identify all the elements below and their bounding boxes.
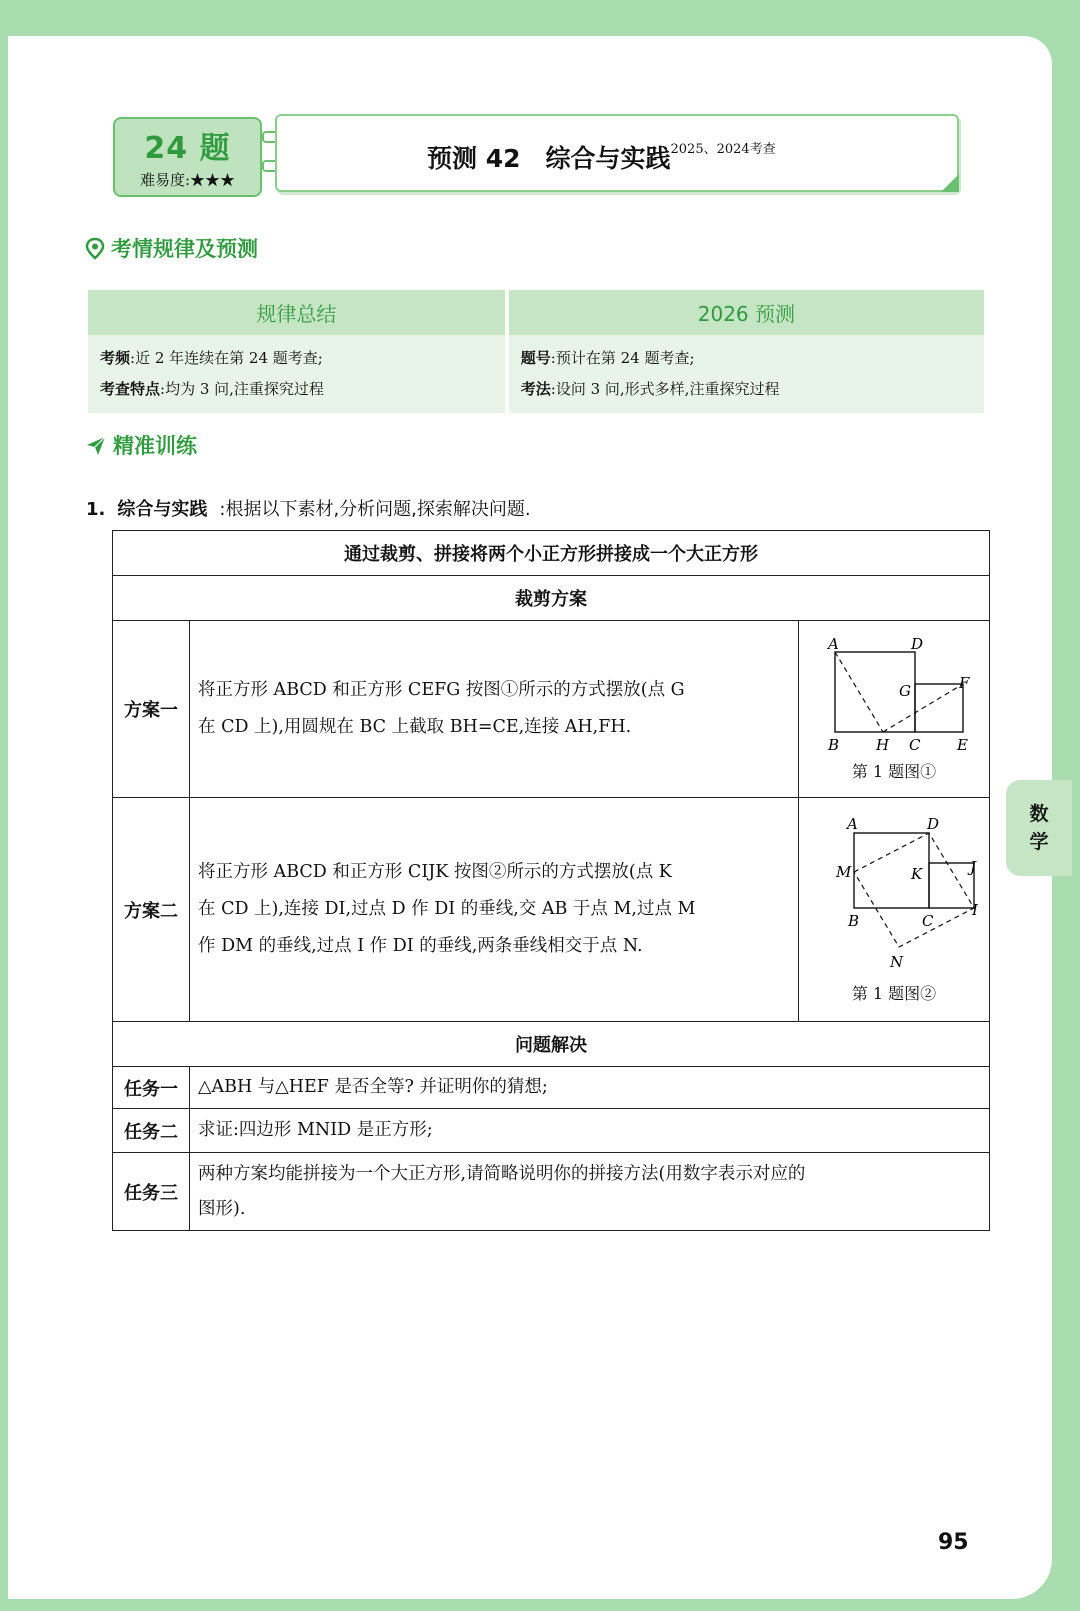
svg-text:H: H (876, 735, 890, 754)
question-intro: 1. 综合与实践 :根据以下素材,分析问题,探索解决问题. (86, 499, 531, 520)
svg-text:I: I (972, 900, 978, 919)
figure-1-diagram (819, 636, 969, 761)
scheme-2-label: 方案二 (113, 798, 190, 1022)
summary-table (84, 290, 988, 413)
svg-text:B: B (848, 911, 860, 930)
svg-text:J: J (970, 857, 977, 876)
svg-text:F: F (959, 673, 970, 692)
page-number: 95 (938, 1530, 969, 1555)
svg-text:B: B (828, 735, 840, 754)
svg-text:C: C (922, 911, 934, 930)
scheme-1-text: 将正方形 ABCD 和正方形 CEFG 按图①所示的方式摆放(点 G 在 CD 上),用圆规在 BC 上截取 BH=CE,连接 AH,FH. (190, 621, 799, 798)
scheme-header: 裁剪方案 (113, 576, 990, 621)
svg-text:A: A (847, 814, 858, 833)
svg-text:G: G (899, 681, 911, 700)
task-3-text: 两种方案均能拼接为一个大正方形,请简略说明你的拼接方法(用数字表示对应的 图形). (190, 1153, 990, 1231)
figure-1-cell (799, 621, 990, 798)
subject-tab: 数 学 (1006, 780, 1072, 876)
figure-1-caption: 第 1 题图① (851, 761, 937, 781)
title-box (275, 114, 959, 192)
task-1-label: 任务一 (113, 1067, 190, 1109)
svg-text:D: D (911, 634, 924, 653)
svg-text:D: D (927, 814, 940, 833)
svg-text:E: E (957, 735, 968, 754)
difficulty-rating: 难易度:★★★ (139, 171, 236, 189)
location-pin-icon (85, 238, 105, 260)
material-table (112, 530, 990, 1231)
question-badge (113, 117, 262, 197)
task-3-label: 任务三 (113, 1153, 190, 1231)
figure-2-caption: 第 1 题图② (851, 983, 937, 1003)
svg-text:C: C (909, 735, 921, 754)
figure-2-cell (799, 798, 990, 1022)
summary-right-cell: 题号:预计在第 24 题考查; 考法:设问 3 问,形式多样,注重探究过程 (509, 335, 984, 413)
summary-header-right: 2026 预测 (509, 290, 984, 335)
svg-text:K: K (911, 864, 923, 883)
task-2-text: 求证:四边形 MNID 是正方形; (190, 1109, 990, 1153)
task-2-label: 任务二 (113, 1109, 190, 1153)
page-title: 预测 42 综合与实践$^{2025、2024考查}$ (427, 142, 776, 173)
table-title: 通过裁剪、拼接将两个小正方形拼接成一个大正方形 (113, 531, 990, 576)
figure-2-diagram (814, 814, 978, 983)
svg-text:A: A (828, 634, 839, 653)
svg-text:M: M (836, 862, 852, 881)
task-1-text: △ABH 与△HEF 是否全等? 并证明你的猜想; (190, 1067, 990, 1109)
section-heading-training: 精准训练 (85, 430, 197, 460)
svg-text:N: N (890, 952, 904, 971)
problem-header: 问题解决 (113, 1022, 990, 1067)
scheme-1-label: 方案一 (113, 621, 190, 798)
summary-header-left: 规律总结 (88, 290, 505, 335)
question-number: 24 题 (144, 131, 231, 166)
scheme-2-text: 将正方形 ABCD 和正方形 CIJK 按图②所示的方式摆放(点 K 在 CD 上),连接 DI,过点 D 作 DI 的垂线,交 AB 于点 M,过点 M 作 DM 的垂线,过点 I 作 DI 的垂线,两条垂线相交于点 N. (190, 798, 799, 1022)
title-superscript: 2025、2024考查 (670, 142, 776, 157)
corner-fold (941, 174, 959, 192)
paper-plane-icon (85, 435, 107, 457)
section-heading-trends: 考情规律及预测 (85, 233, 258, 263)
summary-left-cell: 考频:近 2 年连续在第 24 题考查; 考查特点:均为 3 问,注重探究过程 (88, 335, 505, 413)
